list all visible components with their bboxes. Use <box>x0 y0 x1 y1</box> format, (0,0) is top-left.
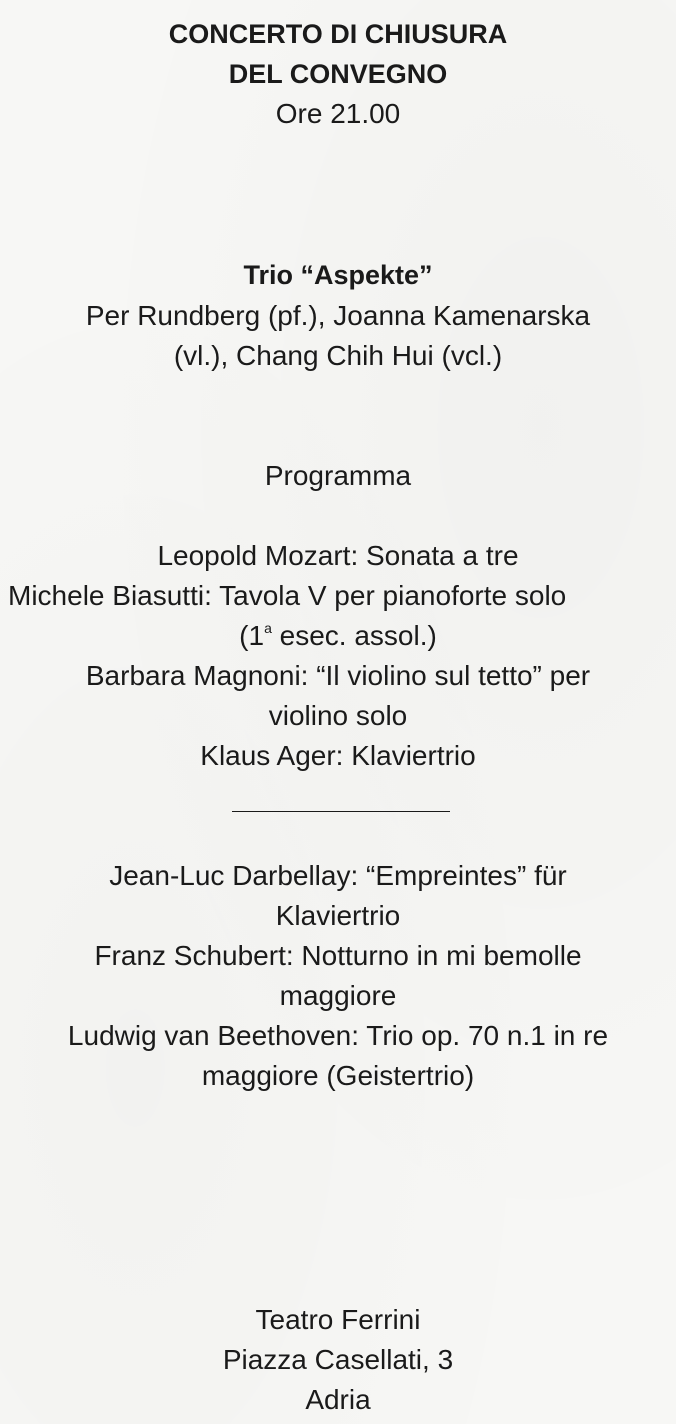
programme-item-magnoni: Barbara Magnoni: “Il violino sul tetto” per <box>85 660 591 691</box>
venue-city: Adria <box>305 1384 371 1415</box>
programme-item-darbellay: Jean-Luc Darbellay: “Empreintes” für <box>109 860 567 891</box>
programme-item-biasutti-note <box>0 619 676 653</box>
programme-item-ager: Klaus Ager: Klaviertrio <box>200 740 476 771</box>
programme-item-darbellay-cont: Klaviertrio <box>275 900 401 931</box>
venue-name: Teatro Ferrini <box>255 1304 421 1335</box>
concert-title-line1: CONCERTO DI CHIUSURA <box>168 19 508 49</box>
ensemble-name: Trio “Aspekte” <box>243 260 433 290</box>
premiere-note-prefix: (1 <box>239 620 265 651</box>
interval-divider <box>232 811 450 812</box>
venue-address: Piazza Casellati, 3 <box>222 1344 454 1375</box>
concert-time: Ore 21.00 <box>275 98 401 129</box>
premiere-note-suffix: esec. assol.) <box>271 620 437 651</box>
programme-item-schubert-cont: maggiore <box>279 980 397 1011</box>
programme-item-beethoven-cont: maggiore (Geistertrio) <box>201 1060 475 1091</box>
programme-item-beethoven: Ludwig van Beethoven: Trio op. 70 n.1 in re <box>67 1020 609 1051</box>
programme-item-magnoni-cont: violino solo <box>268 700 408 731</box>
programme-item-schubert: Franz Schubert: Notturno in mi bemolle <box>94 940 582 971</box>
performers-line1: Per Rundberg (pf.), Joanna Kamenarska <box>85 300 591 331</box>
concert-title-line2: DEL CONVEGNO <box>228 59 448 89</box>
premiere-note-superscript: a <box>264 620 272 636</box>
programme-heading: Programma <box>264 460 412 491</box>
programme-item-mozart: Leopold Mozart: Sonata a tre <box>157 540 519 571</box>
performers-line2: (vl.), Chang Chih Hui (vcl.) <box>173 340 503 371</box>
programme-item-biasutti: Michele Biasutti: Tavola V per pianoforte solo <box>8 580 567 611</box>
